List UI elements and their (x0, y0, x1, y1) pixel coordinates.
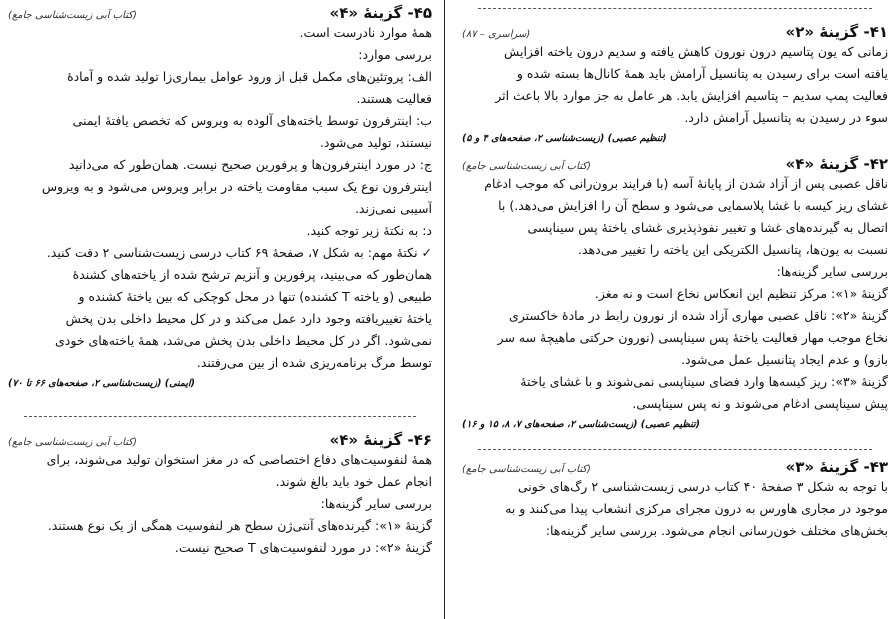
text-line: بررسی سایر گزینه‌ها: (320, 496, 432, 511)
column-divider (444, 0, 445, 619)
text-line: موجود در مجاری هاورس به درون مجرای مرکزی انشعاب پیدا می‌کنند و به (505, 501, 888, 516)
question-43 (462, 458, 888, 542)
left-column (8, 0, 432, 619)
check-icon: ✓ (421, 245, 432, 260)
question-42 (462, 155, 888, 435)
text-line: اینترفرون نوع یک سبب مقاومت یاخته در برابر ویروس می‌شود و به ویروس (41, 179, 432, 194)
text-line: آسیبی نمی‌زند. (354, 201, 432, 216)
right-column (462, 0, 888, 619)
text-line: گزینهٔ «۲»: ناقل عصبی مهاری آزاد شده از نورون رابط در مادهٔ خاکستری (508, 308, 888, 323)
question-source: (کتاب آبی زیست‌شناسی جامع) (462, 161, 591, 172)
text-line: بازو) و عدم ایجاد پتانسیل عمل می‌شود. (681, 352, 888, 367)
text-line: یافته است برای رسیدن به پتانسیل آرامش باید همهٔ کانال‌ها بسته شده و (516, 66, 888, 81)
question-title: ۴۶- گزینهٔ «۴» (329, 431, 432, 449)
text-line: بخش‌های مختلف خون‌رسانی انجام می‌شود. بررسی سایر گزینه‌ها: (545, 523, 888, 538)
text-line: فعالیت پمپ سدیم – پتاسیم افزایش یابد. هر عامل به جز موارد بالا باعث اثر (495, 88, 888, 103)
text-line: پیش سیناپسی ادغام می‌شوند و نه پس سیناپسی. (632, 396, 888, 411)
question-46 (8, 431, 432, 559)
text-line: گزینهٔ «۱»: مرکز تنظیم این انعکاس نخاع است و نه مغز. (594, 286, 888, 301)
separator (24, 416, 416, 417)
text-line: نسبت به یون‌ها، پتانسیل الکتریکی این یاخته را تغییر می‌دهد. (578, 242, 888, 257)
note-line: طبیعی (و یاخته T کشنده) تنها در محل کوچکی که بین یاختهٔ کشنده و (78, 289, 432, 304)
text-line: همهٔ لنفوسیت‌های دفاع اختصاصی که در مغز استخوان تولید می‌شوند، برای (46, 452, 432, 467)
question-title: ۴۳- گزینهٔ «۳» (785, 458, 888, 476)
question-source: (کتاب آبی زیست‌شناسی جامع) (462, 464, 591, 475)
note-line: یاختهٔ تغییریافته وجود دارد عمل می‌کند و در کل محیط داخلی بدن پخش (65, 311, 432, 326)
text-line: زمانی که یون پتاسیم درون نورون کاهش یافته و سدیم درون یاخته افزایش (504, 44, 888, 59)
note-line (8, 242, 432, 264)
reference: (تنظیم عصبی) (زیست‌شناسی ۲، صفحه‌های ۷، ۸، ۱۵ و ۱۶) (462, 419, 700, 430)
text-line: گزینهٔ «۲»: در مورد لنفوسیت‌های T صحیح نیست. (174, 540, 432, 555)
question-41 (462, 23, 888, 149)
text-line: گزینهٔ «۱»: گیرنده‌های آنتی‌ژن سطح هر لنفوسیت همگی از یک نوع هستند. (47, 518, 432, 533)
text-line: انجام عمل خود باید بالغ شوند. (275, 474, 432, 489)
text-line: همهٔ موارد نادرست است. (299, 25, 432, 40)
question-source: (کتاب آبی زیست‌شناسی جامع) (8, 437, 137, 448)
note-line: نمی‌شود. اگر در کل محیط داخلی بدن پخش می‌شد، همهٔ یاخته‌های خودی (55, 333, 432, 348)
text-line: ناقل عصبی پس از آزاد شدن از پایانهٔ آسه (با فرایند برون‌رانی که موجب ادغام (484, 176, 888, 191)
separator (478, 8, 872, 9)
text-line: الف: پروتئین‌های مکمل قبل از ورود عوامل بیماری‌زا تولید شده و آمادهٔ (67, 69, 432, 84)
question-source: (سراسری – ۸۷) (462, 29, 531, 40)
text-line: نخاع موجب مهار فعالیت یاختهٔ پس سیناپسی (نورون حرکتی ماهیچهٔ سه سر (497, 330, 888, 345)
text-line: نیستند، تولید می‌شود. (319, 135, 432, 150)
text-line: ج: در مورد اینترفرون‌ها و پرفورین صحیح نیست. همان‌طور که می‌دانید (68, 157, 432, 172)
note-text: نکتهٔ مهم: به شکل ۷، صفحهٔ ۶۹ کتاب درسی زیست‌شناسی ۲ دقت کنید. (46, 245, 422, 260)
separator (478, 449, 872, 450)
text-line: اتصال به گیرنده‌های غشا و تغییر نفوذپذیری غشای یاختهٔ پس سیناپسی (527, 220, 888, 235)
text-line: سوء در رسیدن به پتانسیل آرامش دارد. (684, 110, 888, 125)
question-title: ۴۱- گزینهٔ «۲» (785, 23, 888, 41)
text-line: غشای ریز کیسه با غشا پلاسمایی می‌شود و سطح آن را افزایش می‌دهد.) با (498, 198, 888, 213)
reference: (تنظیم عصبی) (زیست‌شناسی ۲، صفحه‌های ۴ و ۵) (462, 133, 667, 144)
question-source: (کتاب آبی زیست‌شناسی جامع) (8, 10, 137, 21)
note-line: توسط مرگ برنامه‌ریزی شده از بین می‌رفتند. (196, 355, 432, 370)
question-title: ۴۵- گزینهٔ «۴» (329, 4, 432, 22)
note-line: همان‌طور که می‌بینید، پرفورین و آنزیم ترشح شده از یاخته‌های کشندهٔ (72, 267, 432, 282)
text-line: ب: اینترفرون توسط یاخته‌های آلوده به ویروس که تخصص یافتهٔ ایمنی (72, 113, 432, 128)
text-line: گزینهٔ «۳»: ریز کیسه‌ها وارد فضای سیناپسی نمی‌شوند و با غشای یاختهٔ (520, 374, 888, 389)
text-line: بررسی موارد: (358, 47, 432, 62)
text-line: با توجه به شکل ۳ صفحهٔ ۴۰ کتاب درسی زیست‌شناسی ۲ رگ‌های خونی (517, 479, 888, 494)
text-line: د: به نکتهٔ زیر توجه کنید. (306, 223, 432, 238)
reference: (ایمنی) (زیست‌شناسی ۲، صفحه‌های ۶۶ تا ۷۰) (8, 378, 196, 389)
text-line: بررسی سایر گزینه‌ها: (776, 264, 888, 279)
question-45 (8, 4, 432, 394)
question-title: ۴۲- گزینهٔ «۴» (785, 155, 888, 173)
text-line: فعالیت هستند. (356, 91, 432, 106)
